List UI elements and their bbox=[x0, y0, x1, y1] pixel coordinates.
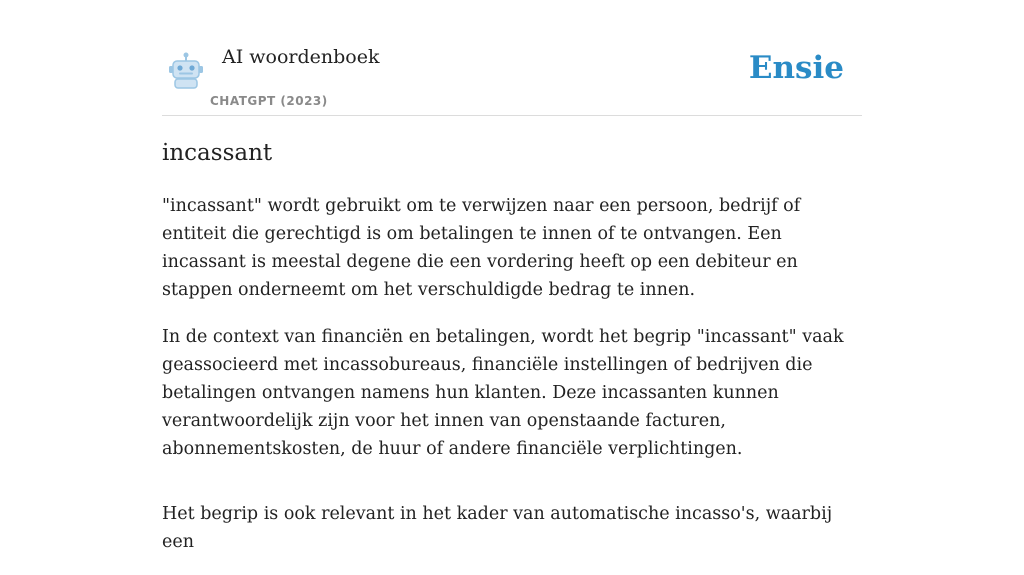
definition-paragraph: "incassant" wordt gebruikt om te verwijzen naar een persoon, bedrijf of entiteit die gerechtigd is om betalingen te innen of te ontvangen. Een incassant is meestal degene die een vordering heeft op een debiteur en stappen onderneemt om het verschuldigde bedrag te innen. bbox=[162, 196, 801, 300]
definition-paragraph: Het begrip is ook relevant in het kader van automatische incasso's, waarbij een bbox=[162, 504, 833, 552]
page-header bbox=[162, 40, 862, 116]
robot-icon bbox=[166, 52, 206, 90]
entry-headword: incassant bbox=[162, 140, 273, 166]
source-label: CHATGPT (2023) bbox=[210, 94, 328, 108]
definition-paragraph: In de context van financiën en betalingen, wordt het begrip "incassant" vaak geassocieerd met incassobureaus, financiële instellingen of bedrijven die betalingen ontvangen namens hun klanten. Deze incassanten kunnen verantwoordelijk zijn voor het innen van openstaande facturen, abonnementskosten, de huur of andere financiële verplichtingen. bbox=[162, 327, 844, 459]
entry-definition bbox=[162, 192, 862, 575]
brand-logo[interactable]: Ensie bbox=[748, 50, 844, 86]
site-title[interactable]: AI woordenboek bbox=[222, 46, 380, 68]
